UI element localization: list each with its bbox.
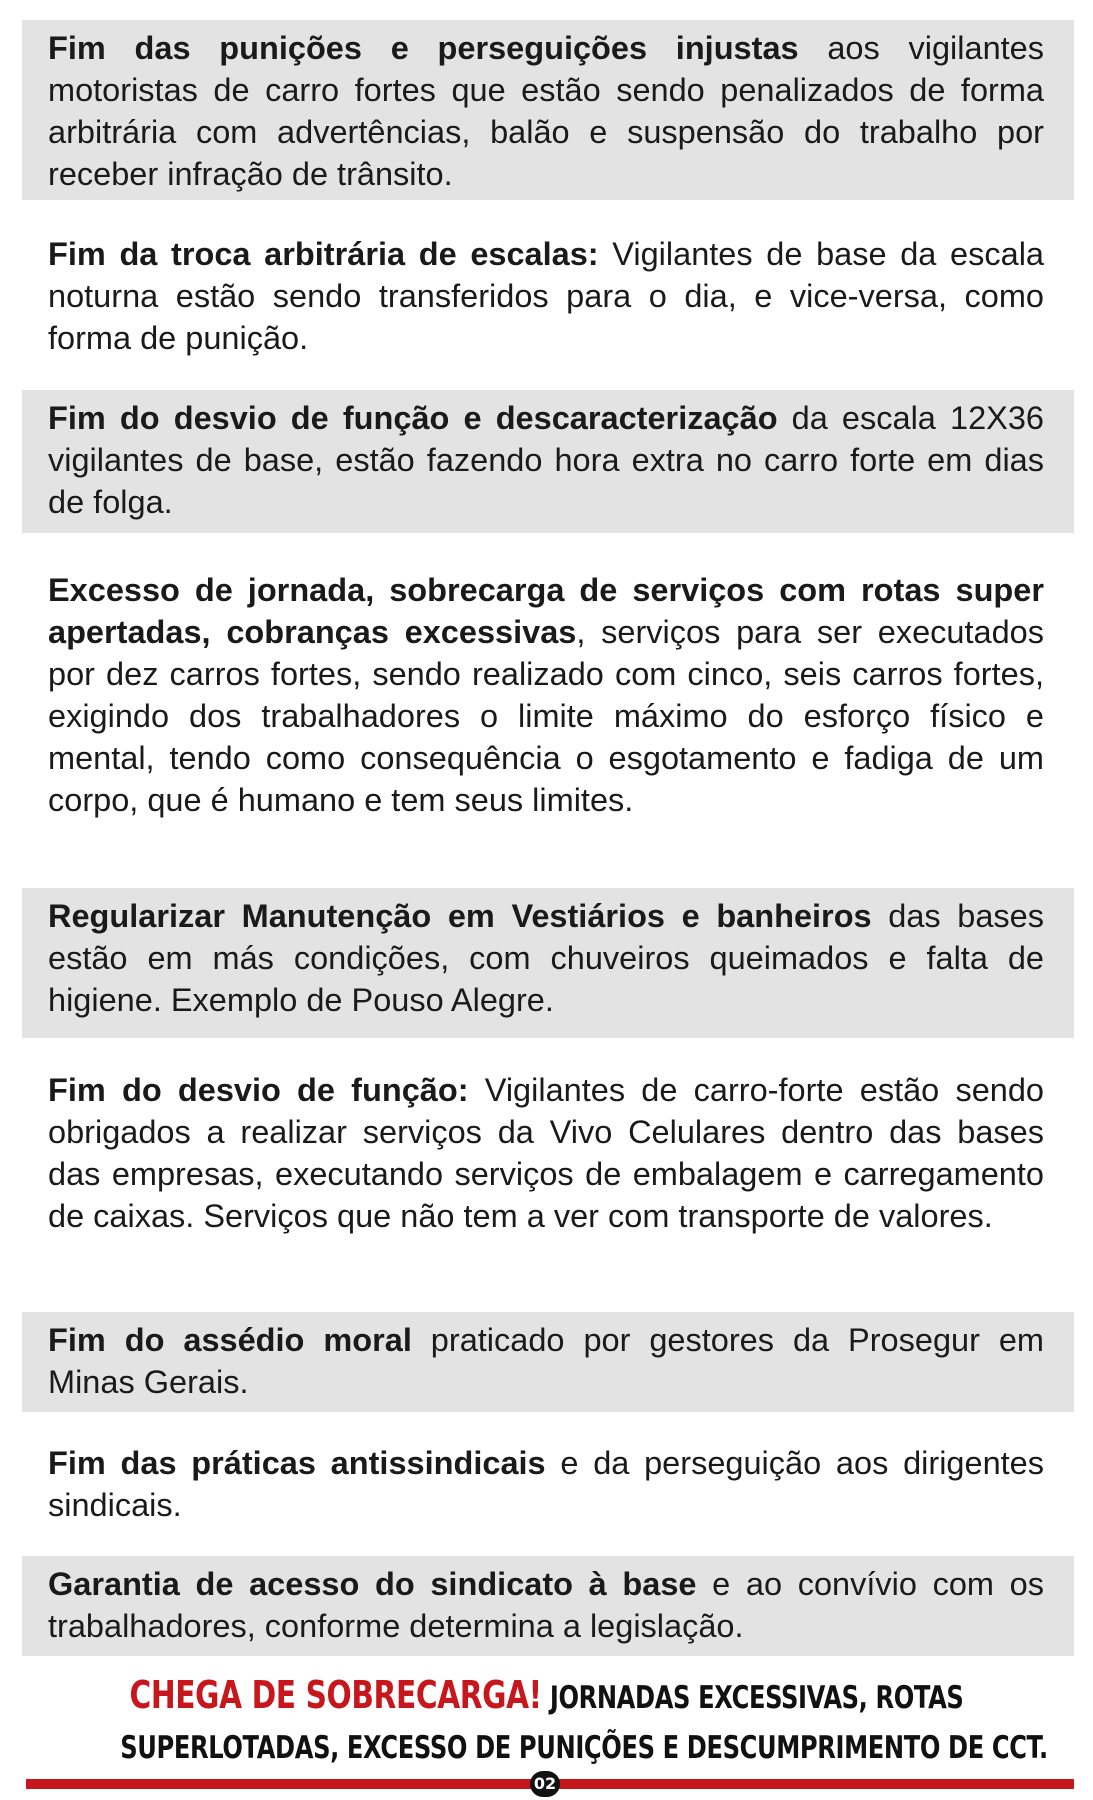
demand-item-9 xyxy=(22,1556,1074,1656)
demand-item-7-title: Fim do assédio moral xyxy=(48,1322,412,1358)
footer-line-1 xyxy=(120,1670,973,1723)
demand-item-3-text: da escala 12X36 vigilantes de base, estão fazendo hora extra no carro forte em dias de folga. xyxy=(48,400,1044,520)
demand-item-5-text: das bases estão em más condições, com chuveiros queimados e falta de higiene. Exemplo de Pouso Alegre. xyxy=(48,898,1045,1018)
demand-item-3 xyxy=(22,390,1074,533)
demand-item-4-title: Excesso de jornada, sobrecarga de serviços com rotas super apertadas, cobranças excessivas xyxy=(48,572,1044,650)
demand-item-1-text: aos vigilantes motoristas de carro fortes que estão sendo penalizados de forma arbitrária com advertências, balão e suspensão do trabalho por receber infração de trânsito. xyxy=(48,30,1044,192)
demand-item-2-title: Fim da troca arbitrária de escalas: xyxy=(48,236,599,272)
demand-item-4-text: , serviços para ser executados por dez carros fortes, sendo realizado com cinco, seis carros fortes, exigindo dos trabalhadores o limite máximo do esforço físico e mental, tendo como consequência o esgotamento e fadiga de um corpo, que é humano e tem seus limites. xyxy=(48,614,1044,818)
demand-item-2-text: Vigilantes de base da escala noturna estão sendo transferidos para o dia, e vice-versa, como forma de punição. xyxy=(48,236,1044,356)
demand-item-9-title: Garantia de acesso do sindicato à base xyxy=(48,1566,697,1602)
demand-item-9-text: e ao convívio com os trabalhadores, conforme determina a legislação. xyxy=(48,1566,1044,1644)
demand-item-1 xyxy=(22,20,1074,200)
demand-item-6 xyxy=(22,1062,1074,1292)
demand-item-6-text: Vigilantes de carro-forte estão sendo obrigados a realizar serviços da Vivo Celulares dentro das bases das empresas, executando serviços de embalagem e carregamento de caixas. Serviços que não tem a ver com transporte de valores. xyxy=(48,1072,1044,1234)
demand-item-1-title: Fim das punições e perseguições injustas xyxy=(48,30,799,66)
demand-item-8-title: Fim das práticas antissindicais xyxy=(48,1445,546,1481)
demand-item-2 xyxy=(22,226,1074,366)
page-number-badge: 02 xyxy=(530,1771,560,1797)
demand-item-5 xyxy=(22,888,1074,1038)
footer-line-1-rest: JORNADAS EXCESSIVAS, ROTAS xyxy=(541,1680,964,1716)
demand-item-3-title: Fim do desvio de função e descaracterização xyxy=(48,400,778,436)
demand-item-7-text: praticado por gestores da Prosegur em Minas Gerais. xyxy=(48,1322,1045,1400)
footer-highlight: CHEGA DE SOBRECARGA! xyxy=(129,1673,542,1717)
demand-item-8-text: e da perseguição aos dirigentes sindicais. xyxy=(48,1445,1044,1523)
footer-line-2: SUPERLOTADAS, EXCESSO DE PUNIÇÕES E DESCUMPRIMENTO DE CCT. xyxy=(120,1730,1048,1766)
demand-item-5-title: Regularizar Manutenção em Vestiários e banheiros xyxy=(48,898,872,934)
demand-item-6-title: Fim do desvio de função: xyxy=(48,1072,469,1108)
footer-slogan xyxy=(0,1670,1093,1773)
demand-item-8 xyxy=(22,1435,1074,1535)
demand-item-4 xyxy=(22,562,1074,862)
demand-item-7 xyxy=(22,1312,1074,1412)
